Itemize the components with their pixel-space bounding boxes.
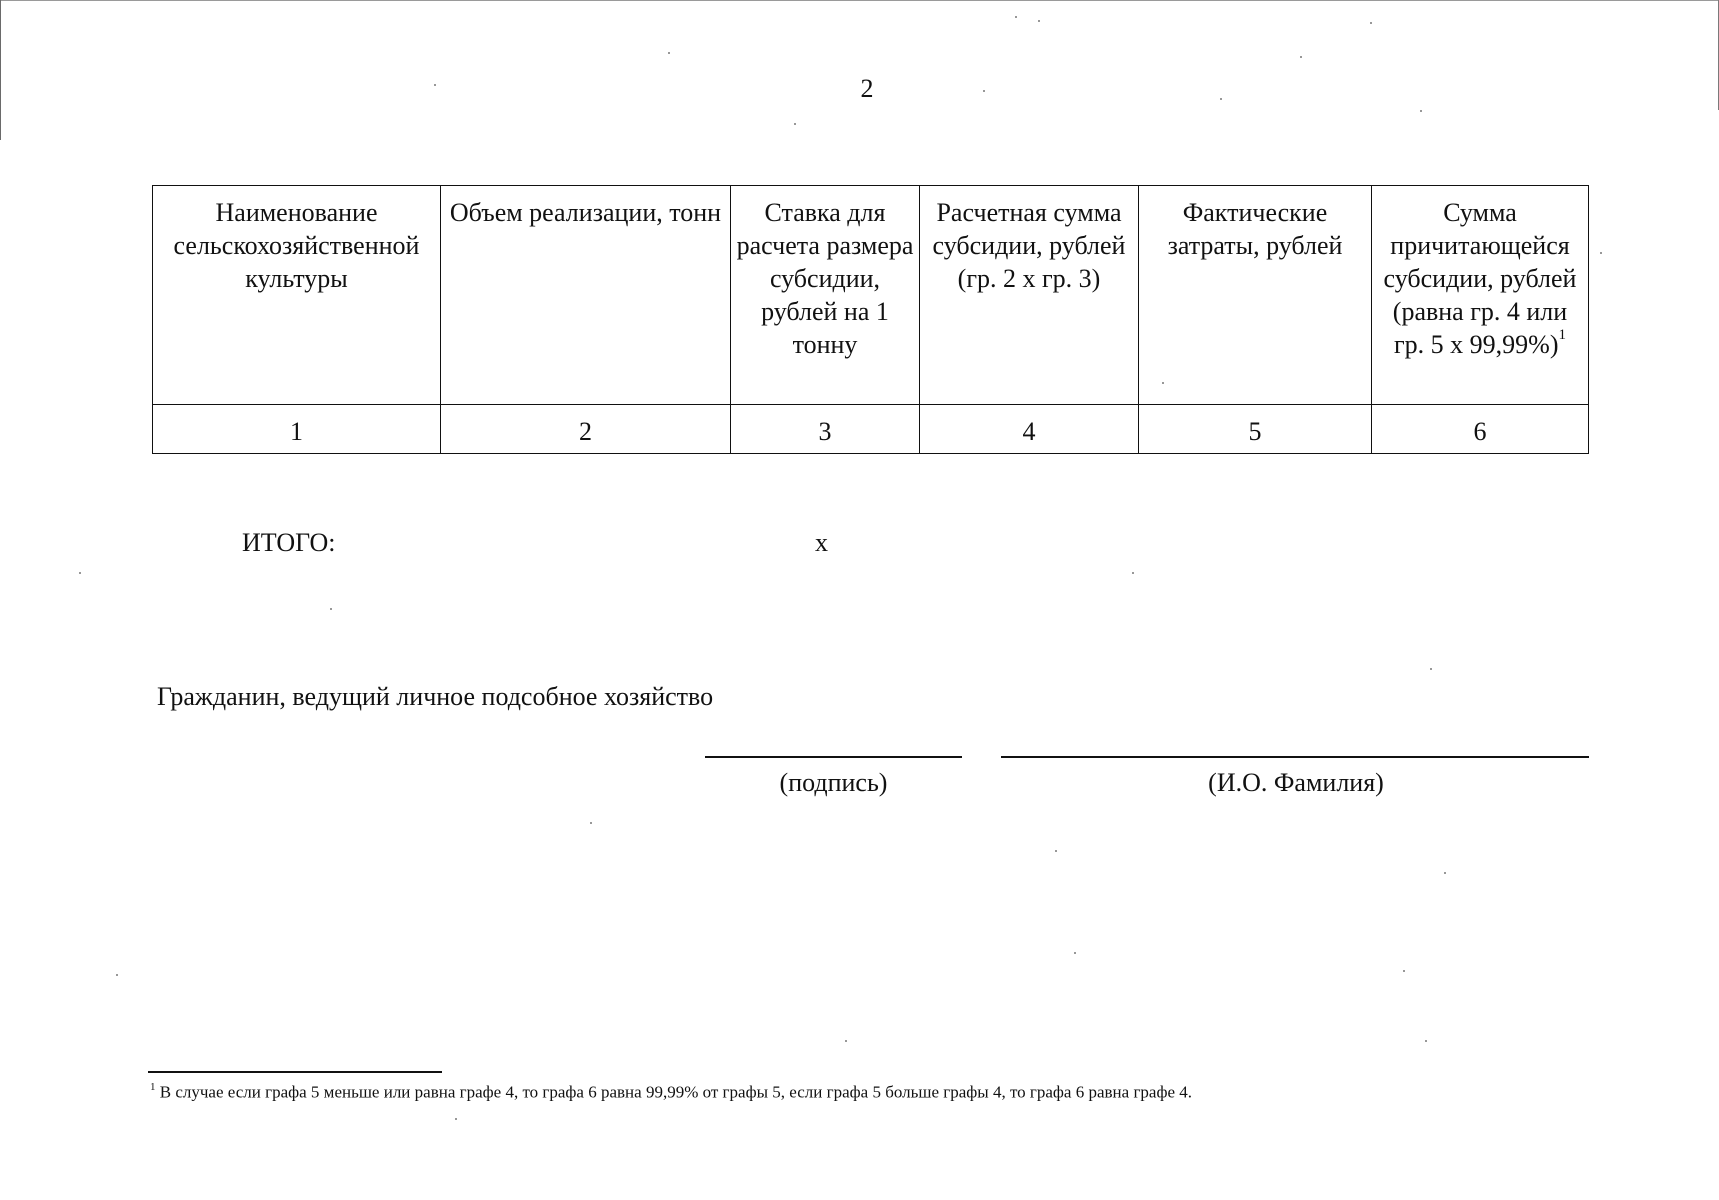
scan-speck: [590, 822, 592, 824]
header-sales-volume: Объем реализации, тонн: [441, 186, 731, 405]
name-line: [1001, 756, 1589, 758]
column-number: 3: [731, 405, 920, 454]
scan-speck: [455, 1118, 457, 1120]
scan-speck: [1425, 1040, 1427, 1042]
scan-speck: [330, 608, 332, 610]
header-rate: Ставка для расчета размера субсидии, рублей на 1 тонну: [731, 186, 920, 405]
scan-speck: [1162, 382, 1164, 384]
scan-speck: [1038, 20, 1040, 22]
scan-speck: [1015, 16, 1017, 18]
table-header-row: [153, 186, 1589, 405]
column-number: 5: [1139, 405, 1372, 454]
scan-speck: [1600, 252, 1602, 254]
column-number: 6: [1372, 405, 1589, 454]
header-due-subsidy: Сумма причитающейся субсидии, рублей (равна гр. 4 или гр. 5 х 99,99%)$^1$: [1372, 186, 1589, 405]
scan-speck: [1403, 970, 1405, 972]
header-footnote-mark: 1: [1558, 327, 1566, 344]
signature-line: [705, 756, 962, 758]
header-crop-name: Наименование сельскохозяйственной культуры: [153, 186, 441, 405]
name-caption: (И.О. Фамилия): [1208, 768, 1384, 797]
footnote-text: В случае если графа 5 меньше или равна графе 4, то графа 6 равна 99,99% от графы 5, если графа 5 больше графы 4, то графа 6 равна графе 4.: [159, 1082, 1193, 1102]
citizen-label: Гражданин, ведущий личное подсобное хозяйство: [157, 682, 714, 711]
scan-speck: [1132, 572, 1134, 574]
column-number: 2: [441, 405, 731, 454]
footnote: [150, 1082, 1192, 1103]
total-rate-mark: х: [815, 528, 828, 557]
scan-speck: [1430, 668, 1432, 670]
scan-speck: [434, 84, 436, 86]
scan-speck: [1300, 56, 1302, 58]
header-calculated-sum: Расчетная сумма субсидии, рублей (гр. 2 х гр. 3): [920, 186, 1139, 405]
scan-speck: [668, 52, 670, 54]
scan-speck: [1370, 22, 1372, 24]
scan-speck: [1420, 110, 1422, 112]
scan-speck: [845, 1040, 847, 1042]
scan-edge-top: [0, 0, 1719, 1]
header-actual-costs: Фактические затраты, рублей: [1139, 186, 1372, 405]
scan-speck: [1055, 850, 1057, 852]
scan-speck: [79, 572, 81, 574]
scan-speck: [1074, 952, 1076, 954]
total-label: ИТОГО:: [242, 528, 336, 557]
column-number: 4: [920, 405, 1139, 454]
footnote-rule: [148, 1071, 442, 1073]
subsidy-table: [152, 185, 1589, 454]
scan-speck: [1444, 872, 1446, 874]
scan-speck: [794, 123, 796, 125]
scan-edge-left: [0, 0, 1, 140]
scan-speck: [116, 974, 118, 976]
column-number-row: [153, 405, 1589, 454]
scan-speck: [1220, 98, 1222, 100]
signature-caption: (подпись): [779, 768, 888, 797]
column-number: 1: [153, 405, 441, 454]
footnote-mark: 1: [150, 1081, 156, 1093]
page-number: 2: [860, 74, 874, 103]
scan-speck: [983, 90, 985, 92]
